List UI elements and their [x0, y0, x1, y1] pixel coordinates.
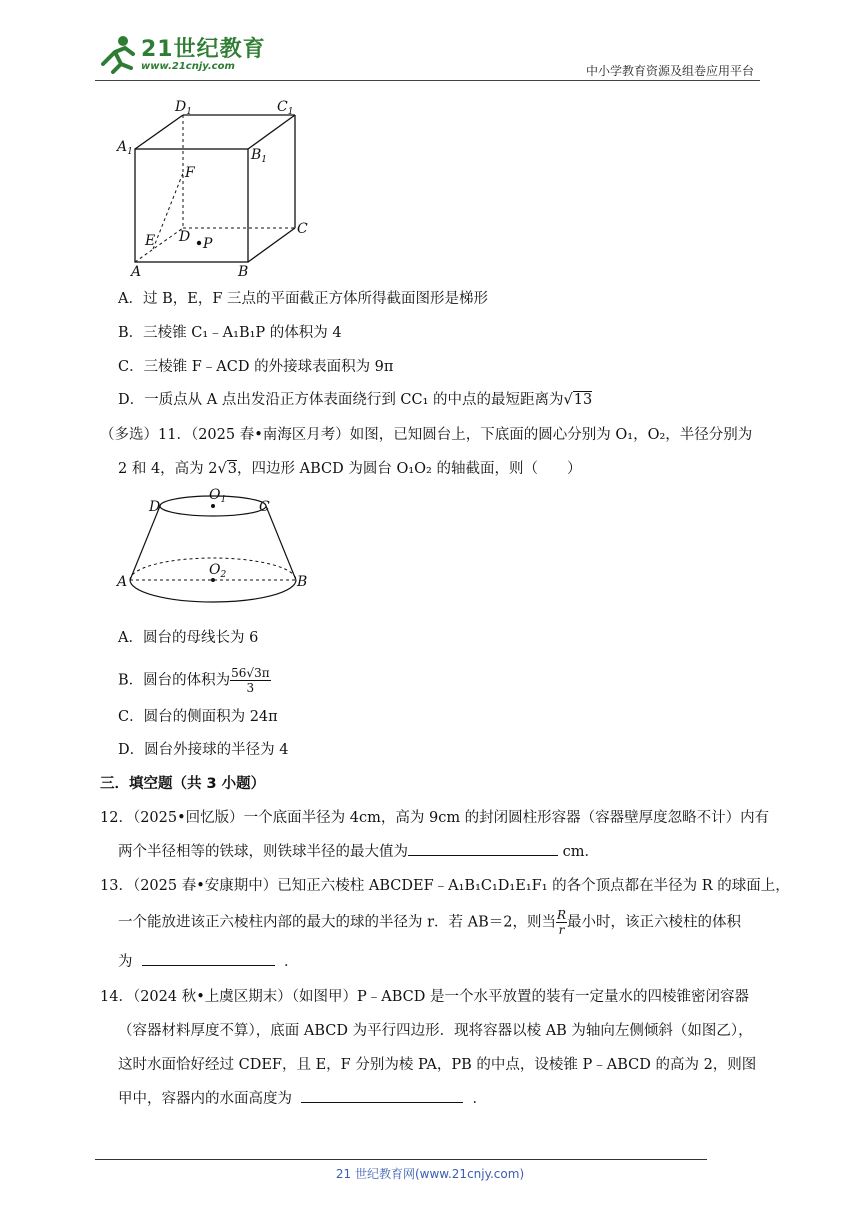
frustum-figure [115, 485, 315, 615]
q12-line2 [118, 840, 599, 861]
label-C: C [259, 499, 270, 515]
q11-option-c: C．圆台的侧面积为 24π [118, 709, 278, 725]
q13-line1: 13．（2025 春•安康期中）已知正六棱柱 ABCDEF﹣A₁B₁C₁D₁E₁F₁ 的各个顶点都在半径为 R 的球面上， [100, 878, 790, 894]
q10-option-b: B．三棱锥 C₁﹣A₁B₁P 的体积为 4 [118, 325, 342, 341]
q12-line1: 12．（2025•回忆版）一个底面半径为 4cm，高为 9cm 的封闭圆柱形容器（容器壁厚度忽略不计）内有 [100, 810, 770, 826]
q10-option-d-radicand: 13 [573, 392, 593, 408]
section-heading: 三．填空题（共 3 小题） [100, 776, 266, 792]
q10-option-d-text: D．一质点从 A 点出发沿正方体表面绕行到 CC₁ 的中点的最短距离为 [118, 392, 564, 408]
label-A: A [117, 574, 128, 590]
logo-text: 21世纪教育 [141, 37, 266, 62]
footer-text: 21 世纪教育网(www.21cnjy.com) [335, 1167, 525, 1181]
cube-figure [115, 95, 325, 280]
q13-line2-b: 最小时，该正六棱柱的体积 [567, 914, 742, 931]
q11-option-b-fraction: $\frac{56√3\pi}{3}$ [231, 666, 270, 695]
logo-url: www.21cnjy.com [141, 61, 235, 72]
q14-line2: （容器材料厚度不算），底面 ABCD 为平行四边形．现将容器以棱 AB 为轴向左侧倾斜（如图乙）， [118, 1023, 753, 1039]
runner-logo-icon [95, 34, 139, 74]
q12-line2-text: 两个半径相等的铁球，则铁球半径的最大值为 [118, 844, 408, 860]
q14-line3: 这时水面恰好经过 CDEF，且 E，F 分别为棱 PA，PB 的中点，设棱锥 P﹣ABCD 的高为 2，则图 [118, 1057, 757, 1073]
label-F: F [185, 165, 195, 181]
q11-stem-line2-rad: 3 [227, 461, 237, 477]
label-A1: $A_1$ [117, 139, 133, 157]
q13-fraction: $\frac{R}{r}$ [557, 908, 567, 937]
q13-line2 [118, 908, 741, 937]
q12-unit: cm． [558, 844, 599, 860]
label-D: D [179, 229, 191, 245]
q10-option-a: A．过 B，E，F 三点的平面截正方体所得截面图形是梯形 [118, 291, 488, 307]
q11-stem-line1: （多选）11．（2025 春•南海区月考）如图，已知圆台上，下底面的圆心分别为 O₁，O₂，半径分别为 [100, 427, 753, 443]
q11-option-d: D．圆台外接球的半径为 4 [118, 742, 289, 758]
q11-option-b-text: B．圆台的体积为 [118, 672, 231, 689]
q13-period: ． [283, 954, 299, 970]
page-header [95, 30, 760, 81]
label-D: D [149, 499, 161, 515]
q13-line3 [118, 950, 298, 971]
q11-option-a: A．圆台的母线长为 6 [118, 630, 259, 646]
q14-period: ． [472, 1091, 487, 1107]
label-D1: $D_1$ [175, 99, 192, 117]
q14-line4-text: 甲中，容器内的水面高度为 [118, 1091, 292, 1107]
label-E: E [145, 233, 156, 249]
q10-option-c: C．三棱锥 F﹣ACD 的外接球表面积为 9π [118, 359, 394, 375]
label-O2: $O_2$ [209, 562, 227, 580]
q13-line2-a: 一个能放进该正六棱柱内部的最大的球的半径为 r．若 AB＝2，则当 [118, 914, 556, 931]
q10-option-d: D．一质点从 A 点出发沿正方体表面绕行到 CC₁ 的中点的最短距离为√13 [118, 392, 593, 408]
q14-line1: 14．（2024 秋•上虞区期末）（如图甲）P﹣ABCD 是一个水平放置的装有一定量水的四棱锥密闭容器 [100, 989, 749, 1005]
label-O1: $O_1$ [209, 487, 227, 505]
q11-stem-line2-b: ，四边形 ABCD 为圆台 O₁O₂ 的轴截面，则（ ） [237, 461, 582, 477]
label-B: B [238, 264, 249, 280]
label-B1: $B_1$ [251, 147, 268, 165]
header-platform-title: 中小学教育资源及组卷应用平台 [585, 64, 754, 78]
label-C1: $C_1$ [277, 99, 294, 117]
footer-divider [95, 1159, 707, 1160]
q11-option-b [118, 666, 271, 695]
label-B: B [297, 574, 308, 590]
label-C: C [297, 221, 308, 237]
q11-stem-line2-a: 2 和 4，高为 2 [118, 461, 218, 477]
q13-line3-text: 为 [118, 954, 133, 970]
label-A: A [131, 264, 142, 280]
q14-answer-blank[interactable] [301, 1088, 463, 1103]
q11-stem-line2: 2 和 4，高为 2√3，四边形 ABCD 为圆台 O₁O₂ 的轴截面，则（ ） [118, 461, 582, 477]
q13-answer-blank[interactable] [142, 951, 275, 966]
label-P: P [203, 236, 213, 252]
q12-answer-blank[interactable] [408, 841, 558, 856]
q14-line4 [118, 1087, 487, 1108]
